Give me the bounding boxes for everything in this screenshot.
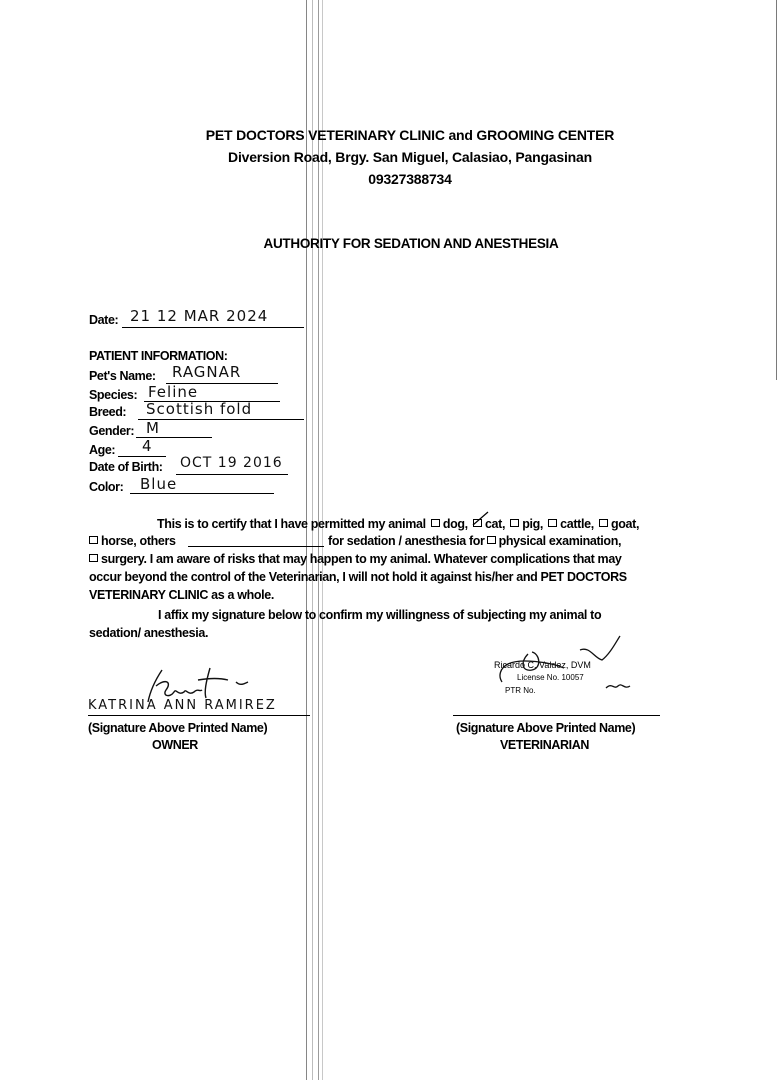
owner-role: OWNER [152, 738, 198, 752]
dob-line [176, 474, 288, 475]
affix-line-1: I affix my signature below to confirm my willingness of subjecting my animal to [158, 608, 602, 622]
form-title: AUTHORITY FOR SEDATION AND ANESTHESIA [263, 236, 559, 251]
pets-name-label: Pet's Name: [89, 369, 156, 383]
vet-stamp-license: License No. 10057 [517, 673, 584, 682]
owner-caption: (Signature Above Printed Name) [88, 721, 268, 735]
checkbox-physical-exam [487, 536, 496, 544]
checkbox-surgery [89, 554, 98, 562]
date-line [122, 327, 304, 328]
breed-value: Scottish fold [146, 400, 253, 418]
option-cattle: cattle, [560, 517, 594, 531]
breed-line [138, 419, 304, 420]
vet-caption: (Signature Above Printed Name) [456, 721, 636, 735]
age-value: 4 [142, 437, 153, 455]
color-line [130, 493, 274, 494]
checkbox-cattle [548, 519, 557, 527]
consent-line-2b [328, 533, 621, 550]
vet-signature-image [490, 628, 650, 698]
vet-stamp-ptr: PTR No. [505, 686, 536, 695]
option-cat: cat, [484, 517, 506, 531]
checkbox-pig [510, 519, 519, 527]
option-pig: pig, [522, 517, 544, 531]
age-label: Age: [89, 443, 116, 457]
species-value: Feline [148, 383, 199, 401]
owner-signature-line [88, 715, 310, 716]
vet-stamp-name: Ricardo C. Valdez, DVM [494, 660, 591, 670]
date-label: Date: [89, 313, 119, 327]
vet-role: VETERINARIAN [500, 738, 589, 752]
gender-label: Gender: [89, 424, 135, 438]
checkbox-cat-checked [473, 519, 482, 527]
owner-printed-name: KATRINA ANN RAMIREZ [88, 698, 277, 713]
checkbox-goat [599, 519, 608, 527]
species-label: Species: [89, 388, 138, 402]
option-horse: horse, others [101, 534, 176, 548]
gender-value: M [146, 419, 160, 437]
consent-line-3 [87, 551, 622, 568]
consent-line-2 [87, 533, 176, 550]
check-mark-icon [472, 511, 490, 527]
consent-line-4: occur beyond the control of the Veterinarian, I will not hold it against his/her and PET DOCTORS [89, 570, 627, 584]
patient-info-heading: PATIENT INFORMATION: [89, 349, 228, 363]
scan-edge [776, 0, 777, 380]
vet-signature-line [453, 715, 660, 716]
dob-label: Date of Birth: [89, 460, 163, 474]
color-value: Blue [140, 475, 178, 493]
option-dog: dog, [442, 517, 468, 531]
consent-text: for sedation / anesthesia for [328, 534, 485, 548]
dob-value: OCT 19 2016 [180, 455, 283, 471]
consent-line-1 [157, 516, 639, 533]
option-surgery: surgery. I am aware of risks that may happen to my animal. Whatever complications that may [101, 552, 622, 566]
breed-label: Breed: [89, 405, 127, 419]
color-label: Color: [89, 480, 124, 494]
checkbox-dog [431, 519, 440, 527]
clinic-name: PET DOCTORS VETERINARY CLINIC and GROOMING CENTER [205, 127, 615, 143]
pets-name-value: RAGNAR [172, 363, 242, 381]
consent-line-5: VETERINARY CLINIC as a whole. [89, 588, 275, 602]
checkbox-horse [89, 536, 98, 544]
option-physical-exam: physical examination, [498, 534, 622, 548]
age-line [118, 456, 166, 457]
date-value: 21 12 MAR 2024 [130, 307, 269, 325]
consent-text: This is to certify that I have permitted my animal [157, 517, 426, 531]
clinic-address: Diversion Road, Brgy. San Miguel, Calasiao, Pangasinan [228, 149, 592, 165]
others-line [188, 546, 324, 547]
affix-line-2: sedation/ anesthesia. [89, 626, 209, 640]
option-goat: goat, [610, 517, 640, 531]
clinic-phone: 09327388734 [368, 171, 452, 187]
